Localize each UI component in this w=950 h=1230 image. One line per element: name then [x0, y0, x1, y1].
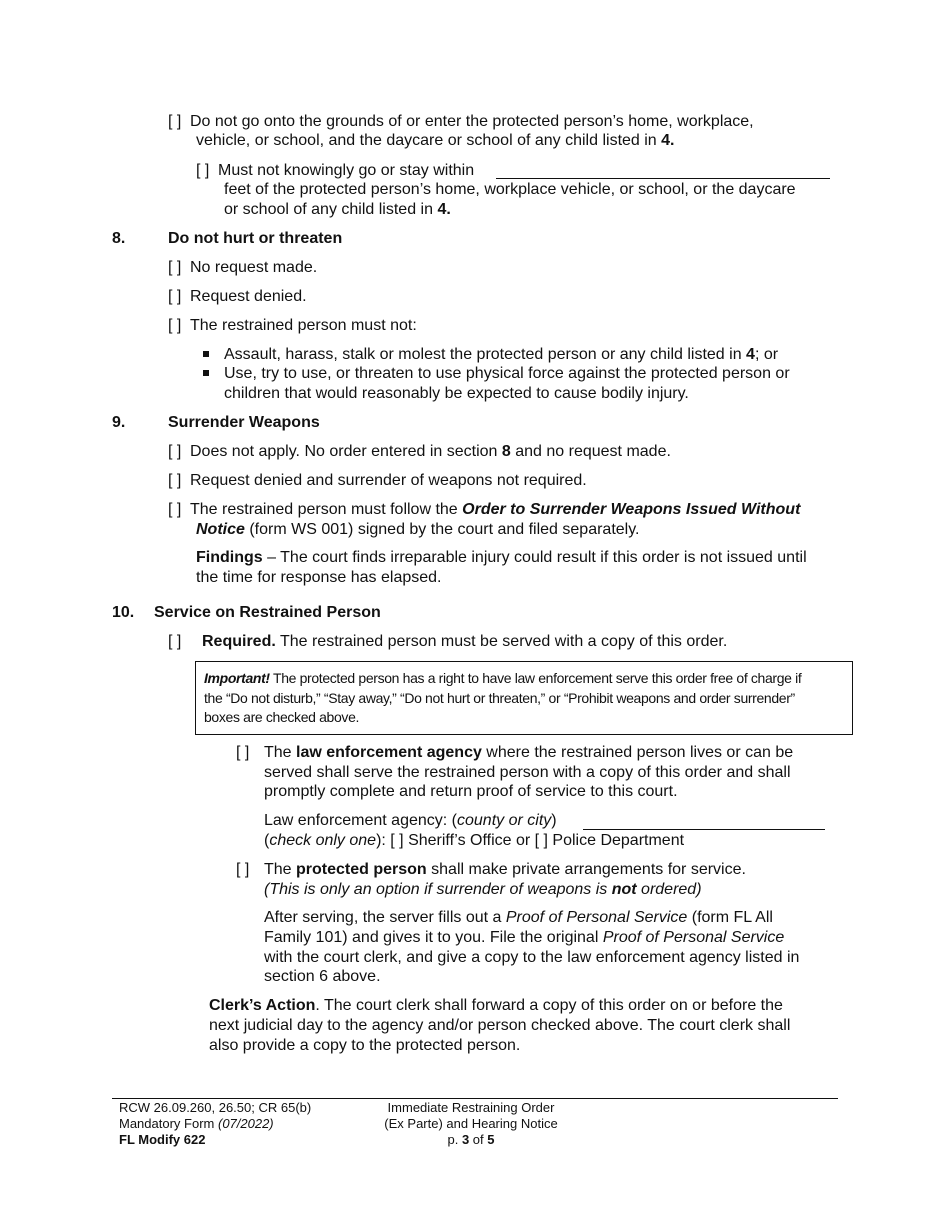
- checkbox[interactable]: [ ]: [236, 744, 250, 761]
- text: of: [469, 1132, 488, 1147]
- notice-line-3: boxes are checked above.: [204, 709, 360, 725]
- bold-term: not: [611, 881, 637, 898]
- section-ref: 4.: [437, 201, 451, 218]
- agency-type-checkboxes[interactable]: ): [ ] Sheriff’s Office or [ ] Police Department: [376, 832, 685, 849]
- text: The restrained person must follow the: [190, 501, 463, 518]
- s9-findings: [196, 548, 807, 568]
- bold-term: protected person: [296, 861, 427, 878]
- checkbox[interactable]: [ ]: [168, 633, 182, 650]
- footer-form-id-wrap: [119, 1132, 205, 1148]
- clerk-label: Clerk’s Action: [209, 997, 316, 1014]
- text: (form FL All: [687, 909, 773, 926]
- text: – The court finds irreparable injury could result if this order is not issued until: [262, 549, 807, 566]
- s7-sub-line-3: [224, 200, 451, 220]
- pp-line-2: [264, 880, 702, 900]
- footer-page: [346, 1132, 596, 1148]
- text: No request made.: [190, 259, 318, 276]
- page-current: 3: [461, 1132, 470, 1147]
- form-date: (07/2022): [217, 1116, 274, 1131]
- text: . The court clerk shall forward a copy of this order on or before the: [315, 997, 783, 1014]
- italic-text: check only one: [269, 832, 377, 849]
- protected-person-option: [236, 860, 746, 880]
- section-title: Service on Restrained Person: [154, 604, 381, 621]
- text: The restrained person must be served with a copy of this order.: [275, 633, 728, 650]
- agency-input-line[interactable]: [583, 829, 825, 830]
- s7-sub-line-1: Must not knowingly go or stay within: [218, 162, 475, 179]
- text: The restrained person must not:: [190, 317, 417, 334]
- checkbox[interactable]: [ ]: [196, 162, 210, 179]
- bullet-icon: [203, 370, 209, 376]
- footer-title-2: (Ex Parte) and Hearing Notice: [384, 1116, 558, 1131]
- text: (: [264, 832, 270, 849]
- text: shall make private arrangements for service.: [426, 861, 746, 878]
- text: Does not apply. No order entered in section: [190, 443, 502, 460]
- checkbox[interactable]: [ ]: [168, 288, 182, 305]
- le-line-2: served shall serve the restrained person with a copy of this order and shall: [264, 764, 791, 781]
- s9-option-3-line-2: [196, 520, 639, 540]
- text: Family 101) and gives it to you. File the original: [264, 929, 603, 946]
- text: Assault, harass, stalk or molest the protected person or any child listed in: [224, 346, 747, 363]
- s8-bullet-2-line-1: Use, try to use, or threaten to use physical force against the protected person or: [224, 365, 790, 382]
- required-label: Required.: [202, 633, 276, 650]
- findings-label: Findings: [196, 549, 263, 566]
- text: ; or: [754, 346, 779, 363]
- form-title: Notice: [196, 521, 245, 538]
- s8-heading: [112, 229, 125, 249]
- important-label: Important!: [204, 670, 270, 686]
- text: Request denied.: [190, 288, 307, 305]
- bullet-icon: [203, 351, 209, 357]
- s7-sub-line-2: feet of the protected person’s home, workplace vehicle, or school, or the daycare: [224, 181, 796, 198]
- checkbox[interactable]: [ ]: [168, 113, 182, 130]
- s8-option-3: [168, 316, 417, 336]
- agency-type-options: [264, 831, 684, 851]
- text: ): [551, 812, 557, 829]
- text: The: [264, 744, 297, 761]
- s7-option-1: [168, 112, 754, 132]
- notice-line-1: [204, 668, 801, 688]
- footer-mandatory: [119, 1116, 274, 1132]
- footer-form-id: FL Modify 622: [119, 1132, 206, 1147]
- s9-option-2: [168, 471, 587, 491]
- after-line-3: with the court clerk, and give a copy to the law enforcement agency listed in: [264, 949, 800, 966]
- section-ref: 4.: [661, 132, 675, 149]
- clerks-action: [209, 996, 783, 1016]
- le-line-3: promptly complete and return proof of service to this court.: [264, 783, 678, 800]
- s9-number-wrap: [112, 413, 125, 433]
- italic-text: Proof of Personal Service: [602, 929, 785, 946]
- italic-text: county or city: [457, 812, 552, 829]
- text: After serving, the server fills out a: [264, 909, 506, 926]
- footer-rcw: RCW 26.09.260, 26.50; CR 65(b): [119, 1100, 312, 1115]
- agency-field-label: [264, 811, 557, 831]
- text: or school of any child listed in: [224, 201, 438, 218]
- text: where the restrained person lives or can be: [481, 744, 794, 761]
- s9-option-3: [168, 500, 800, 520]
- section-title: Surrender Weapons: [168, 414, 320, 431]
- text: Request denied and surrender of weapons not required.: [190, 472, 587, 489]
- s8-title-wrap: [168, 229, 342, 249]
- section-ref: 4: [746, 346, 755, 363]
- text: and no request made.: [510, 443, 671, 460]
- notice-line-2: the “Do not disturb,” “Stay away,” “Do not hurt or threaten,” or “Prohibit weapons and order surrender”: [204, 690, 795, 706]
- text: p.: [447, 1132, 462, 1147]
- checkbox[interactable]: [ ]: [168, 317, 182, 334]
- text: The: [264, 861, 297, 878]
- checkbox[interactable]: [ ]: [168, 259, 182, 276]
- s10-title-wrap: [154, 603, 381, 623]
- s7-option-1-line-1: Do not go onto the grounds of or enter the protected person’s home, workplace,: [190, 113, 754, 130]
- s8-option-2: [168, 287, 307, 307]
- s7-sub-option: [196, 161, 474, 181]
- footer-title-1: Immediate Restraining Order: [387, 1100, 555, 1115]
- checkbox[interactable]: [ ]: [168, 501, 182, 518]
- section-number: 9.: [112, 414, 126, 431]
- s8-option-1: [168, 258, 317, 278]
- section-number: 10.: [112, 604, 135, 621]
- s10-required: [168, 632, 727, 652]
- text: vehicle, or school, and the daycare or school of any child listed in: [196, 132, 662, 149]
- page-total: 5: [487, 1132, 495, 1147]
- footer-divider: [112, 1098, 838, 1099]
- section-ref: 8: [501, 443, 511, 460]
- text: (This is only an option if surrender of weapons is: [264, 881, 612, 898]
- text: (form WS 001) signed by the court and filed separately.: [244, 521, 640, 538]
- after-line-2: [264, 928, 784, 948]
- distance-field[interactable]: [496, 178, 830, 179]
- section-title: Do not hurt or threaten: [168, 230, 343, 247]
- form-title: Order to Surrender Weapons Issued Without: [462, 501, 801, 518]
- bold-term: law enforcement agency: [296, 744, 482, 761]
- s7-option-1-line-2: [196, 131, 675, 151]
- s8-bullet-1: [224, 345, 778, 365]
- checkbox[interactable]: [ ]: [168, 443, 182, 460]
- checkbox[interactable]: [ ]: [168, 472, 182, 489]
- le-agency-option: [236, 743, 793, 763]
- text: ordered): [636, 881, 702, 898]
- italic-text: Proof of Personal Service: [505, 909, 688, 926]
- text: The protected person has a right to have law enforcement serve this order free of charge if: [269, 670, 802, 686]
- s9-option-1: [168, 442, 671, 462]
- clerk-line-3: also provide a copy to the protected person.: [209, 1037, 521, 1054]
- after-line-1: [264, 908, 773, 928]
- s9-title-wrap: [168, 413, 320, 433]
- after-line-4: section 6 above.: [264, 968, 381, 985]
- s8-bullet-2-line-2: children that would reasonably be expected to cause bodily injury.: [224, 385, 689, 402]
- text: Mandatory Form: [119, 1116, 218, 1131]
- section-number: 8.: [112, 230, 126, 247]
- text: Law enforcement agency: (: [264, 812, 457, 829]
- s10-number-wrap: [112, 603, 134, 623]
- clerk-line-2: next judicial day to the agency and/or person checked above. The court clerk shall: [209, 1017, 791, 1034]
- checkbox[interactable]: [ ]: [236, 861, 250, 878]
- s9-findings-line-2: the time for response has elapsed.: [196, 569, 442, 586]
